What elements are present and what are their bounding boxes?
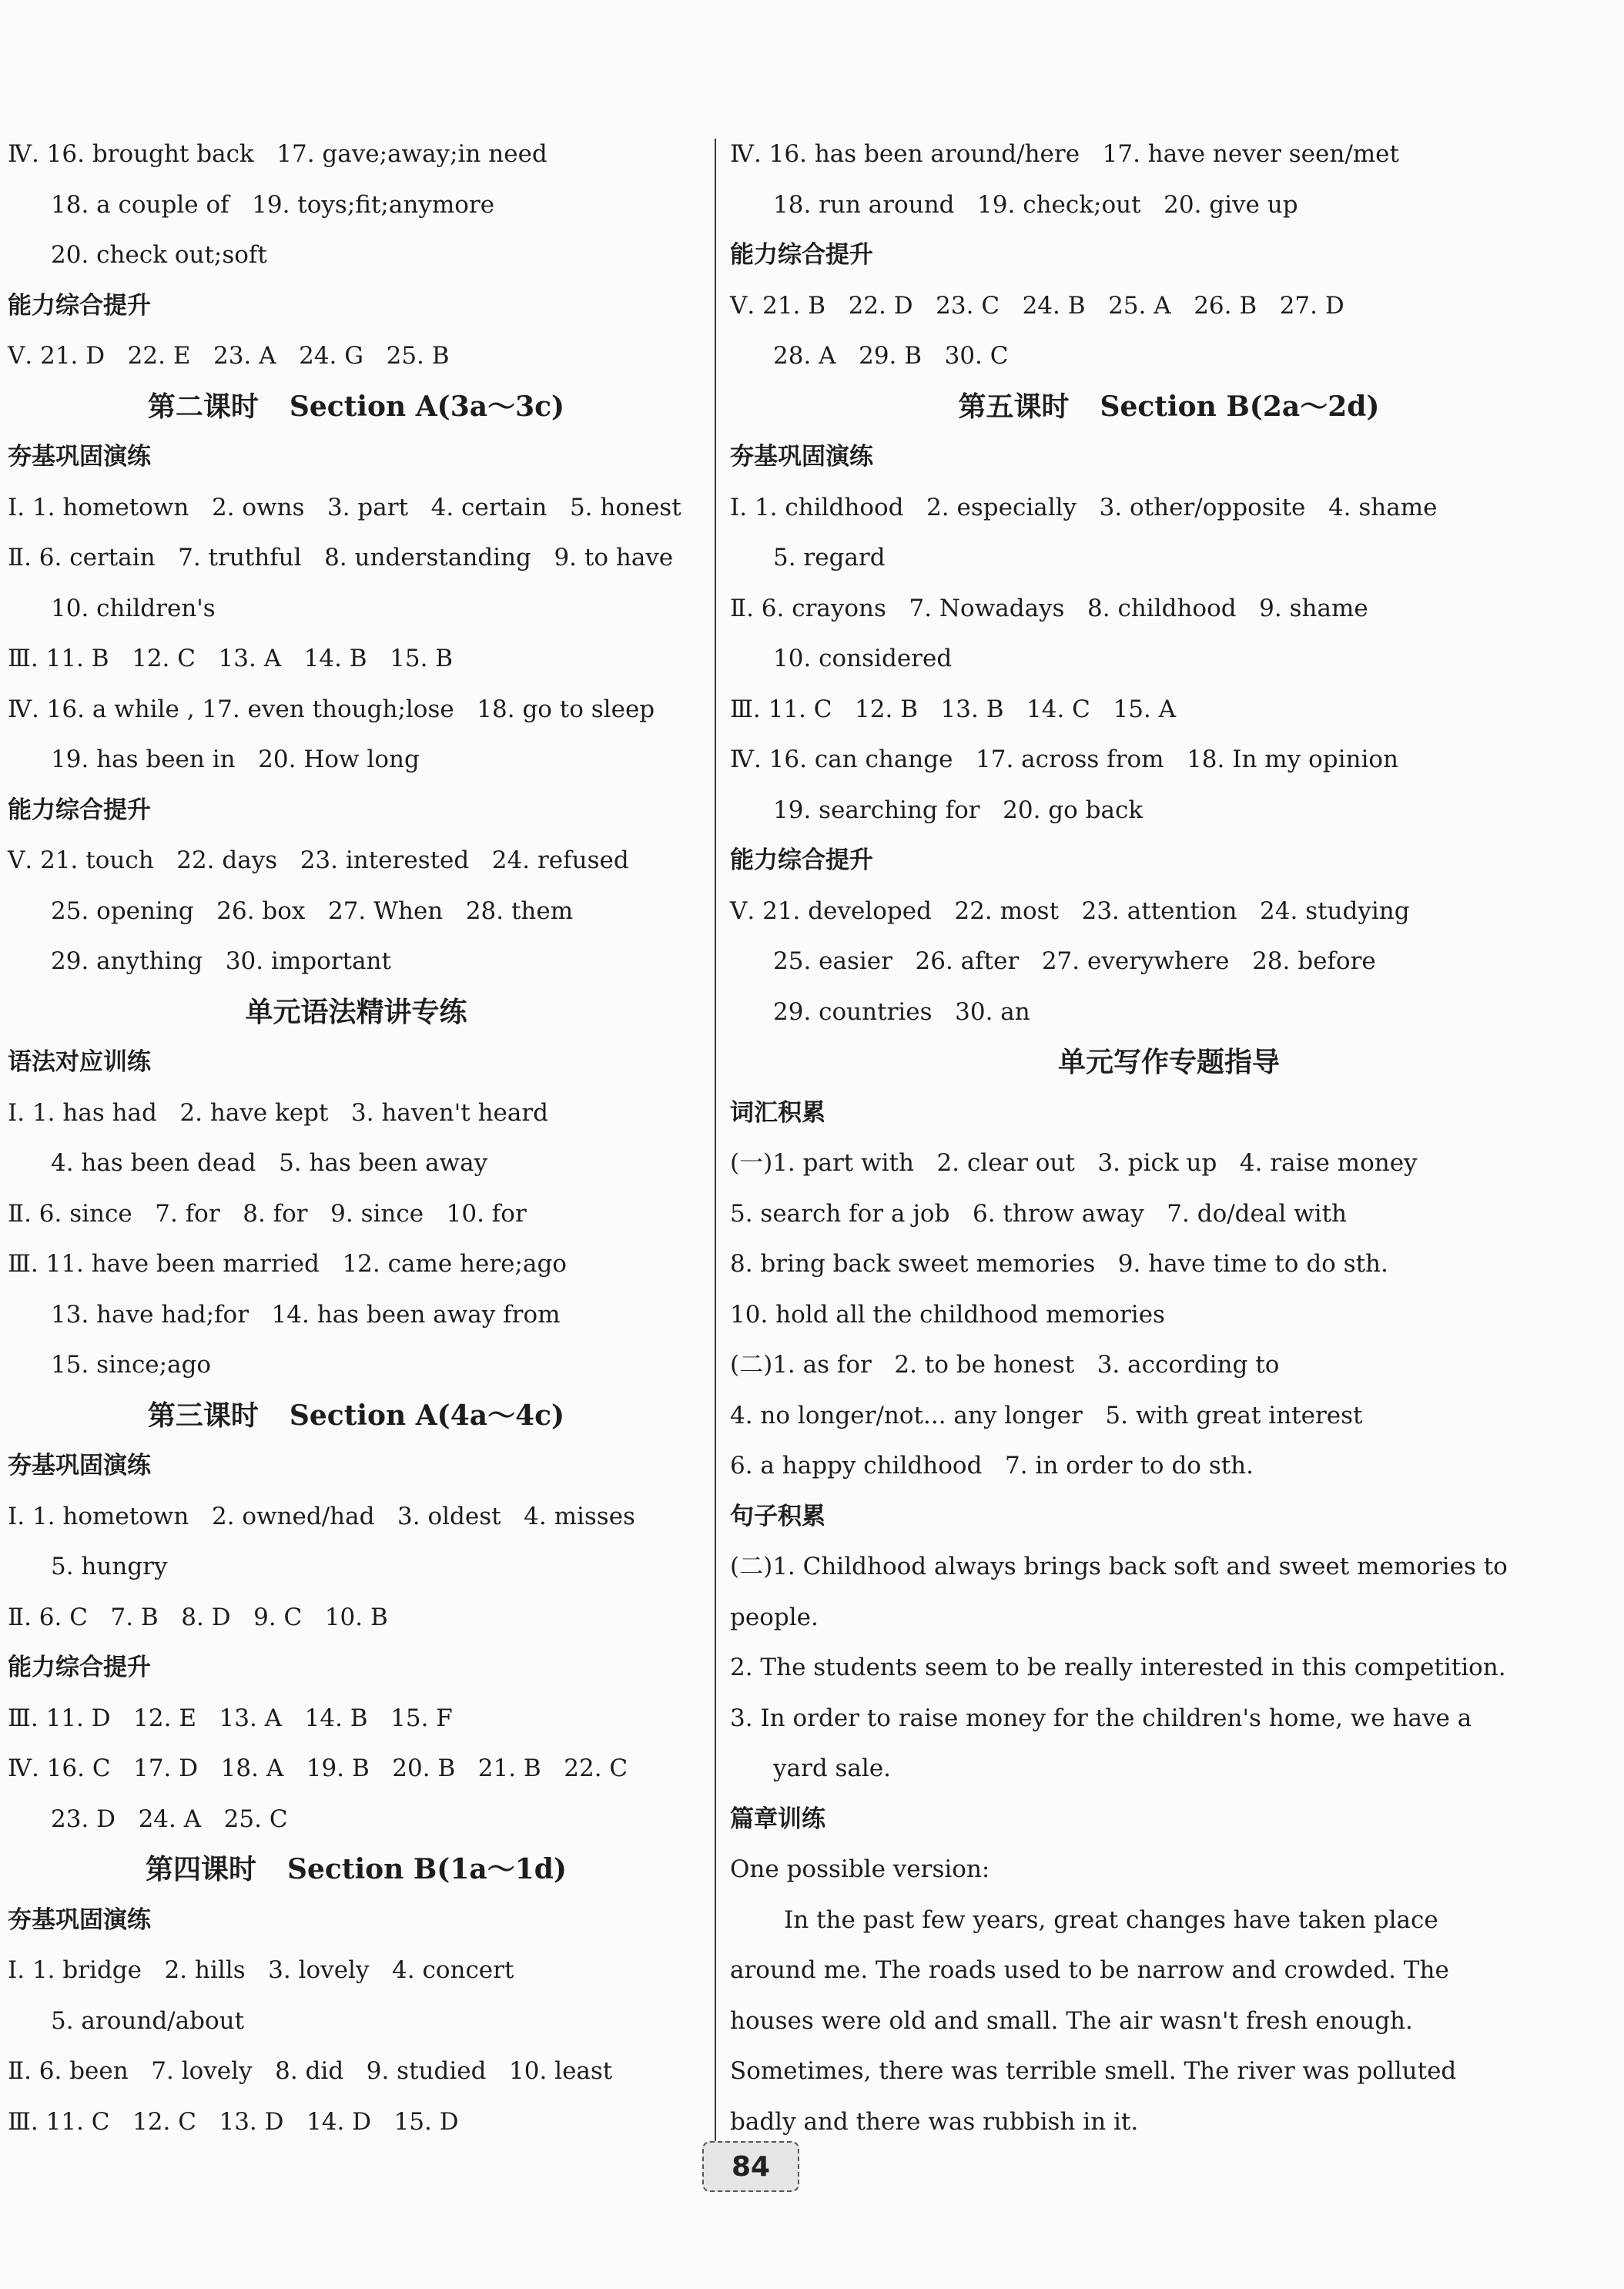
answer-line: Ⅱ. 6. C 7. B 8. D 9. C 10. B [8, 1603, 388, 1631]
answer-line: Ⅲ. 11. D 12. E 13. A 14. B 15. F [8, 1704, 453, 1732]
section-title [730, 382, 1608, 433]
answer-line: Ⅴ. 21. developed 22. most 23. attention 24. studying [730, 896, 1410, 925]
section-title-en: Section B(2a～2d) [1100, 390, 1380, 423]
column-divider [715, 139, 716, 2141]
subsection-heading: 夯基巩固演练 [8, 1452, 151, 1480]
essay-line: In the past few years, great changes have taken place [784, 1905, 1438, 1934]
answer-line: 25. opening 26. box 27. When 28. them [51, 896, 574, 925]
answer-line: Ⅰ. 1. bridge 2. hills 3. lovely 4. concert [8, 1956, 514, 1984]
answer-line: Ⅳ. 16. brought back 17. gave;away;in need [8, 140, 547, 168]
answer-line: 13. have had;for 14. has been away from [51, 1300, 561, 1329]
answer-line: Ⅰ. 1. hometown 2. owns 3. part 4. certain 5. honest [8, 493, 681, 521]
subsection-heading: 能力综合提升 [8, 796, 151, 824]
answer-line: 5. hungry [51, 1553, 168, 1580]
answer-line: 25. easier 26. after 27. everywhere 28. before [773, 947, 1376, 975]
answer-line: Ⅰ. 1. hometown 2. owned/had 3. oldest 4. misses [8, 1502, 635, 1530]
page-number: 84 [702, 2141, 799, 2192]
answer-line: 10. children's [51, 594, 216, 622]
answer-line: 23. D 24. A 25. C [51, 1805, 288, 1833]
subsection-heading: 能力综合提升 [730, 241, 873, 269]
section-title [8, 1845, 705, 1895]
answer-line: 18. a couple of 19. toys;fit;anymore [51, 190, 495, 219]
answer-line: 19. searching for 20. go back [773, 796, 1143, 824]
answer-line: 29. anything 30. important [51, 947, 391, 975]
subsection-heading: 句子积累 [730, 1502, 825, 1530]
answer-line: 5. search for a job 6. throw away 7. do/deal with [730, 1199, 1347, 1228]
subsection-heading: 能力综合提升 [8, 291, 151, 320]
section-title [8, 1391, 705, 1442]
section-title [8, 987, 705, 1038]
section-title-cn: 单元语法精讲专练 [245, 996, 467, 1028]
answer-line: Ⅱ. 6. certain 7. truthful 8. understanding 9. to have [8, 544, 674, 571]
answer-line: 15. since;ago [51, 1351, 212, 1379]
answer-line: (二)1. Childhood always brings back soft and sweet memories to [730, 1553, 1508, 1580]
subsection-heading: 夯基巩固演练 [730, 443, 873, 471]
answer-line: 29. countries 30. an [773, 997, 1030, 1026]
answer-line: 2. The students seem to be really interested in this competition. [730, 1654, 1506, 1681]
subsection-heading: 夯基巩固演练 [8, 1905, 151, 1934]
answer-line: Ⅲ. 11. have been married 12. came here;ago [8, 1250, 567, 1278]
answer-line: Ⅰ. 1. has had 2. have kept 3. haven't heard [8, 1098, 549, 1127]
section-title-cn: 第三课时 [147, 1399, 259, 1432]
answer-line: Ⅴ. 21. touch 22. days 23. interested 24. refused [8, 846, 629, 874]
answer-line: Ⅱ. 6. crayons 7. Nowadays 8. childhood 9. shame [730, 594, 1368, 622]
answer-line: Ⅳ. 16. a while , 17. even though;lose 18. go to sleep [8, 695, 655, 723]
answer-line: Ⅴ. 21. D 22. E 23. A 24. G 25. B [8, 342, 450, 370]
section-title-en: Section A(3a～3c) [289, 390, 565, 423]
subsection-heading: 词汇积累 [730, 1098, 825, 1127]
answer-line: houses were old and small. The air wasn't fresh enough. [730, 2006, 1413, 2035]
answer-line: One possible version: [730, 1855, 990, 1883]
answer-line: 5. around/about [51, 2006, 245, 2035]
answer-line: (二)1. as for 2. to be honest 3. according to [730, 1351, 1280, 1379]
answer-line: Ⅱ. 6. since 7. for 8. for 9. since 10. for [8, 1199, 527, 1228]
section-title-cn: 第二课时 [147, 390, 259, 423]
left-column [8, 129, 705, 2147]
section-title-en: Section B(1a～1d) [287, 1853, 567, 1885]
subsection-heading: 能力综合提升 [8, 1654, 151, 1681]
answer-line: Ⅳ. 16. has been around/here 17. have never seen/met [730, 140, 1399, 168]
answer-line: Ⅲ. 11. B 12. C 13. A 14. B 15. B [8, 645, 454, 672]
answer-line: (一)1. part with 2. clear out 3. pick up 4. raise money [730, 1149, 1418, 1177]
answer-line: 20. check out;soft [51, 241, 267, 269]
answer-line: Ⅲ. 11. C 12. C 13. D 14. D 15. D [8, 2107, 459, 2136]
answer-line: 8. bring back sweet memories 9. have time to do sth. [730, 1250, 1388, 1278]
answer-line: 4. no longer/not... any longer 5. with great interest [730, 1401, 1363, 1429]
answer-line: 6. a happy childhood 7. in order to do sth. [730, 1452, 1254, 1480]
answer-line: Sometimes, there was terrible smell. The river was polluted [730, 2057, 1457, 2085]
answer-line: 3. In order to raise money for the children's home, we have a [730, 1704, 1472, 1732]
answer-line: 10. hold all the childhood memories [730, 1300, 1165, 1329]
section-title [8, 382, 705, 433]
answer-line: 5. regard [773, 544, 886, 571]
subsection-heading: 篇章训练 [730, 1805, 825, 1833]
answer-line: 28. A 29. B 30. C [773, 342, 1009, 370]
subsection-heading: 语法对应训练 [8, 1048, 151, 1076]
section-title-en: Section A(4a～4c) [289, 1399, 565, 1432]
answer-line: Ⅳ. 16. can change 17. across from 18. In my opinion [730, 746, 1398, 773]
answer-line: Ⅲ. 11. C 12. B 13. B 14. C 15. A [730, 695, 1177, 723]
answer-line: 4. has been dead 5. has been away [51, 1149, 488, 1177]
section-title-cn: 第四课时 [146, 1854, 257, 1885]
answer-line: people. [730, 1603, 819, 1631]
answer-line: Ⅰ. 1. childhood 2. especially 3. other/opposite 4. shame [730, 493, 1438, 521]
section-title-cn: 单元写作专题指导 [1057, 1047, 1280, 1078]
answer-line: 10. considered [773, 645, 953, 672]
answer-line: yard sale. [773, 1754, 892, 1782]
subsection-heading: 夯基巩固演练 [8, 443, 151, 471]
answer-line: badly and there was rubbish in it. [730, 2107, 1139, 2136]
answer-line: Ⅴ. 21. B 22. D 23. C 24. B 25. A 26. B 27. D [730, 291, 1344, 320]
section-title-cn: 第五课时 [958, 390, 1070, 423]
answer-line: around me. The roads used to be narrow and crowded. The [730, 1956, 1449, 1984]
section-title [730, 1037, 1608, 1088]
subsection-heading: 能力综合提升 [730, 846, 873, 874]
answer-line: Ⅳ. 16. C 17. D 18. A 19. B 20. B 21. B 22. C [8, 1754, 628, 1782]
answer-line: 18. run around 19. check;out 20. give up [773, 190, 1298, 219]
answer-line: 19. has been in 20. How long [51, 746, 420, 773]
right-column [730, 129, 1608, 2147]
answer-line: Ⅱ. 6. been 7. lovely 8. did 9. studied 10. least [8, 2057, 613, 2085]
